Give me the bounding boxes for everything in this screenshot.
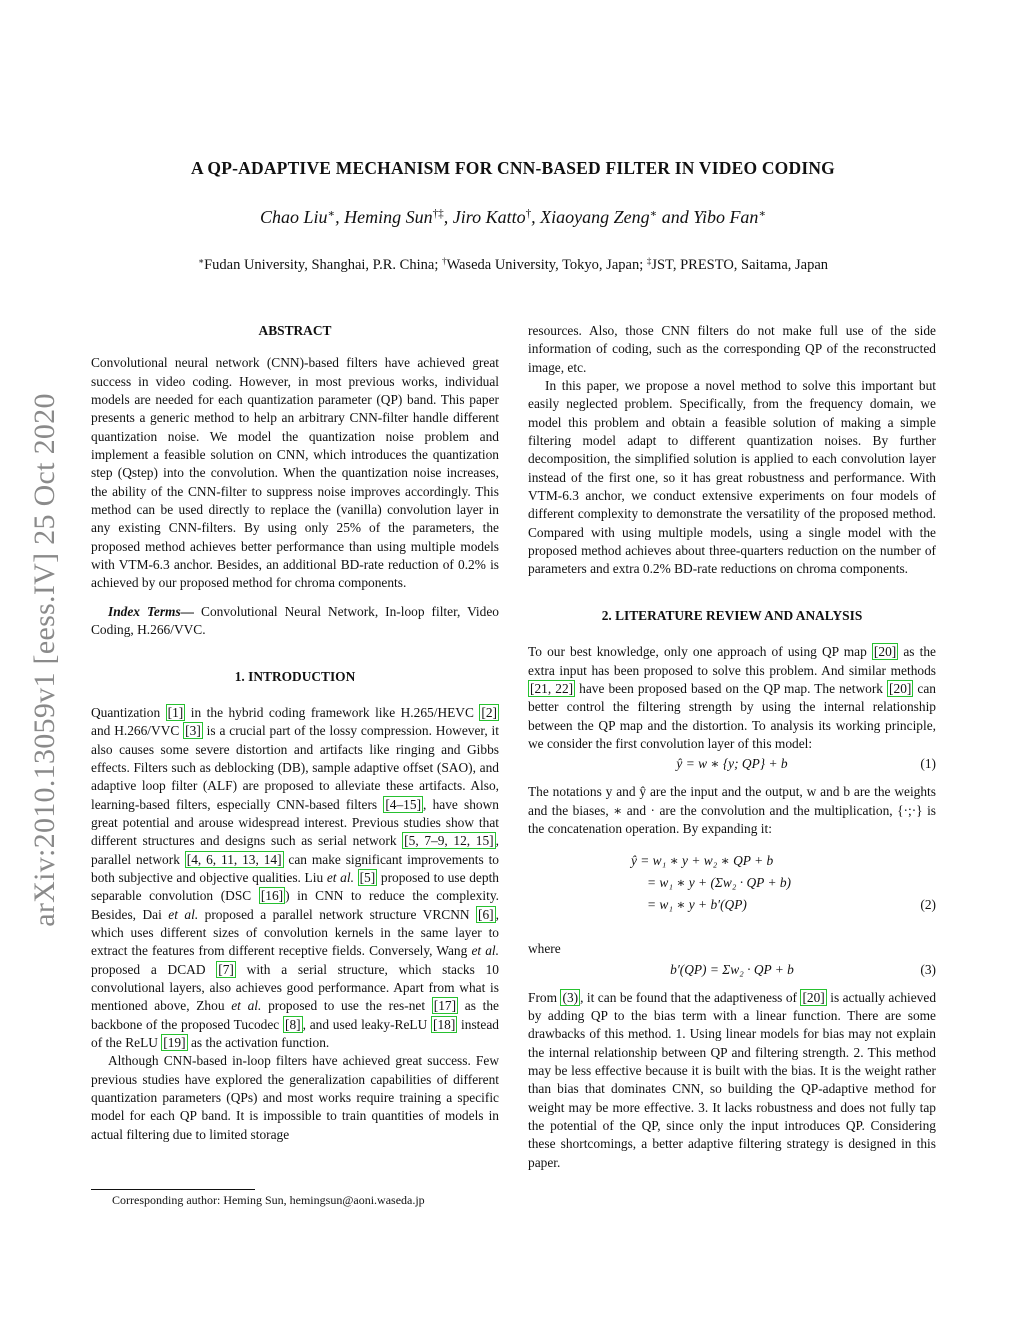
- equation-2: [528, 852, 936, 932]
- citation-link[interactable]: [7]: [218, 961, 234, 977]
- equation-line: = w₁ ∗ y + b′(QP): [647, 897, 747, 913]
- author-name: Chao Liu: [259, 207, 328, 227]
- citation-link[interactable]: [20]: [889, 680, 912, 696]
- citation-link[interactable]: [17]: [433, 998, 457, 1014]
- citation-link[interactable]: [1]: [167, 704, 184, 720]
- index-terms: [91, 603, 499, 640]
- citation-link[interactable]: [20]: [873, 644, 897, 660]
- citation-link[interactable]: [8]: [285, 1016, 301, 1032]
- equation-body: b′(QP) = Σw₂ · QP + b: [670, 961, 794, 977]
- index-terms-label: Index Terms—: [108, 603, 195, 619]
- footnote: Corresponding author: Heming Sun, hemingsun@aoni.waseda.jp: [112, 1193, 425, 1207]
- where-label: where: [528, 941, 561, 957]
- author-mark: ∗: [758, 207, 767, 220]
- footnote-rule: [91, 1189, 255, 1190]
- author-mark: ∗: [649, 207, 658, 220]
- right-column: [528, 322, 936, 1172]
- equation-1: [528, 755, 936, 777]
- literature-paragraph: To our best knowledge, only one approach of using QP map [20] as the extra input has been proposed to solve this problem. And similar methods [21, 22] have been proposed based on the QP map. The network [20] can better control the filtering strength by using the internal relationship between the QP map and the distortion. To analysis its working principle, we consider the first convolution layer of this model:: [528, 644, 937, 751]
- citation-link[interactable]: [6]: [478, 906, 494, 922]
- citation-link[interactable]: [19]: [163, 1035, 186, 1051]
- citation-link[interactable]: [2]: [481, 704, 498, 720]
- author-name: Xiaoyang Zeng: [540, 207, 650, 227]
- intro-paragraph-1: Quantization [1] in the hybrid coding framework like H.265/HEVC [2] and H.266/VVC [3] is a crucial part of the lossy compression. However, it also causes some severe distortion and artifacts like ringing and Gibbs effects. Filters such as deblocking (DB), sample adaptive offset (SAO), and adaptive loop filter (ALF) are proposed to alleviate these artifacts. Also, learning-based filters, especially CNN-based filters [4–15] , have shown great potential and arouse widespread interest. Previous studies show that different structures and designs such as serial network [5, 7–9, 12, 15] , parallel network [4, 6, 11, 13, 14] can make significant improvements to both subjective and objective qualities. Liu et al. [5] proposed to use depth separable convolution (DSC [16] ) in CNN to reduce the complexity. Besides, Dai et al. proposed a parallel network structure VRCNN [6] , which uses different sizes of convolution kernels in the same layer to extract the features from different receptive fields. Conversely, Wang et al. proposed a DCAD [7] with a serial structure, which stacks 10 convolutional layers, also achieves good performance. Apart from what is mentioned above, Zhou et al. proposed to use the res-net [17] as the backbone of the proposed Tucodec [8] , and used leaky-ReLU [18] instead of the ReLU [19] as the activation function.: [91, 704, 500, 1051]
- notation-paragraph: The notations y and ŷ are the input and the output, w and b are the weights and the biases, ∗ and · are the convolution and the multiplication, {·;·} is the concatenation operation. By expanding it:: [528, 784, 936, 836]
- citation-link[interactable]: [16]: [260, 888, 284, 904]
- citation-link[interactable]: [4–15]: [385, 796, 422, 812]
- equation-number: (3): [920, 961, 936, 977]
- abstract-heading: ABSTRACT: [258, 323, 332, 338]
- author-name: Jiro Katto: [452, 207, 526, 227]
- equation-3: [528, 961, 936, 983]
- equation-body: ŷ = w ∗ {y; QP} + b: [676, 756, 788, 772]
- author-mark: †‡: [432, 207, 444, 220]
- citation-link[interactable]: [3]: [185, 723, 201, 739]
- equation-number: (1): [920, 756, 936, 772]
- right-paragraph-0: resources. Also, those CNN filters do not make full use of the side information of coding, such as the corresponding QP of the reconstructed image, etc.: [528, 323, 936, 375]
- author-name: Heming Sun: [344, 207, 433, 227]
- paper-title: A QP-ADAPTIVE MECHANISM FOR CNN-BASED FILTER IN VIDEO CODING: [190, 158, 835, 178]
- affil-text: Waseda University, Tokyo, Japan;: [446, 257, 644, 273]
- citation-link[interactable]: [5]: [359, 869, 376, 885]
- affil-text: Fudan University, Shanghai, P.R. China;: [204, 257, 439, 273]
- literature-heading: 2. LITERATURE REVIEW AND ANALYSIS: [601, 607, 863, 623]
- affil-text: JST, PRESTO, Saitama, Japan: [651, 257, 829, 273]
- affil-mark: †: [441, 256, 447, 267]
- affiliations: [90, 257, 936, 274]
- analysis-paragraph: From (3) , it can be found that the adaptiveness of [20] is actually achieved by adding QP to the bias term with a linear function. There are some drawbacks of this method. 1. Using linear models for bias may not explain the internal relationship between QP and filtering strength. 2. This method may be less effective because it is built with the bias. It is the weight rather than bias that dominates CNN, so building the QP-adaptive method for weight may be more effective. 3. It lacks robustness and does not fully tap the potential of the QP, since only the input introduces QP. Considering these shortcomings, a better adaptive filtering strategy is designed in this paper.: [528, 989, 937, 1170]
- citation-link[interactable]: [18]: [433, 1016, 456, 1032]
- affil-mark: ‡: [646, 256, 652, 267]
- arxiv-watermark: arXiv:2010.13059v1 [eess.IV] 25 Oct 2020: [28, 393, 62, 927]
- intro-paragraph-2: Although CNN-based in-loop filters have achieved great success. Few previous studies have explored the generalization capabilities of different quantization parameters (QPs) and most works require training a specific model for each QP band. It is impossible to train quantities of models in actual filtering due to limited storage: [91, 1053, 499, 1142]
- equation-number: (2): [920, 897, 936, 913]
- affil-mark: ∗: [197, 256, 205, 267]
- abstract-text: Convolutional neural network (CNN)-based filters have achieved great success in video coding. However, in most previous works, individual models are needed for each quantization parameter (QP) band. This paper presents a generic method to help an arbitrary CNN-filter handle different quantization noise. We model the quantization noise problem and implement a feasible solution on CNN, which introduces the quantization step (Qstep) into the convolution. When the quantization noise increases, the ability of the CNN-filter to suppress noise improves accordingly. This method can be used directly to replace the (vanilla) convolution layer in any existing CNN-filters. By using only 25% of the parameters, the proposed method achieves better performance than using multiple models with VTM-6.3 anchor. Besides, an additional BD-rate reduction of 0.2% is achieved by our proposed method for chroma components.: [91, 355, 499, 591]
- author-name: Yibo Fan: [693, 207, 759, 227]
- intro-heading: 1. INTRODUCTION: [234, 668, 356, 684]
- author-mark: †: [525, 207, 532, 220]
- equation-link[interactable]: (3): [562, 989, 579, 1005]
- equation-line: ŷ = w₁ ∗ y + w₂ ∗ QP + b: [631, 853, 774, 869]
- author-mark: ∗: [327, 207, 336, 220]
- right-paragraph-1: In this paper, we propose a novel method to solve this important but easily neglected problem. Specifically, from the frequency domain, we model this problem and obtain a feasible solution of making a simple filtering model adapt to different quantization noises. By further decomposition, the simplified solution is applied to each convolution layer instead of the first one, so it has great robustness and performance. With VTM-6.3 anchor, we conduct extensive experiments on four models of different complexity to demonstrate the versatility of the proposed method. Compared with using multiple models, using a single model with the proposed method achieves about three-quarters reduction on the number of parameters and extra 0.2% BD-rate reductions on chroma components.: [528, 378, 936, 577]
- left-column: [91, 322, 499, 1144]
- author-list: Chao Liu∗, Heming Sun†‡, Jiro Katto†, Xiaoyang Zeng∗ and Yibo Fan∗: [259, 207, 767, 227]
- citation-link[interactable]: [20]: [802, 989, 825, 1005]
- citation-link[interactable]: [21, 22]: [530, 680, 574, 696]
- citation-link[interactable]: [5, 7–9, 12, 15]: [404, 833, 494, 849]
- equation-line: = w₁ ∗ y + (Σw₂ · QP + b): [647, 875, 791, 891]
- citation-link[interactable]: [4, 6, 11, 13, 14]: [186, 851, 282, 867]
- index-terms-text: Convolutional Neural Network, In-loop filter, Video Coding, H.266/VVC.: [91, 603, 499, 638]
- author-conjunction: and: [661, 207, 689, 227]
